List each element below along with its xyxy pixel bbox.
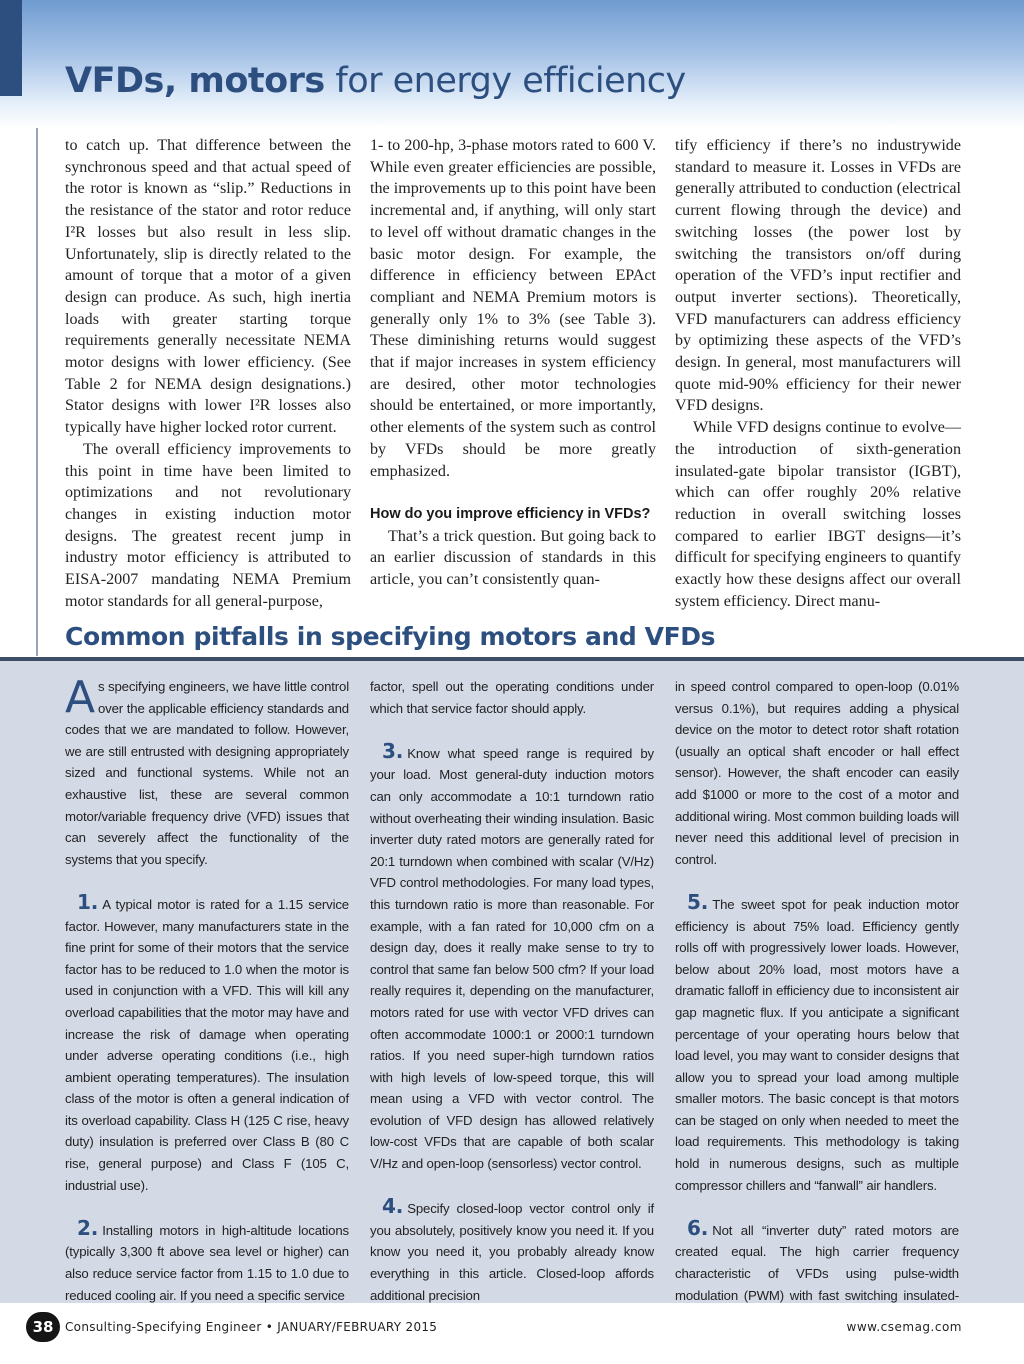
sidebar-column-3	[675, 676, 959, 1349]
page-number-badge: 38	[26, 1312, 60, 1342]
sidebar-column-1	[65, 672, 349, 1328]
article-column-3	[675, 135, 961, 612]
pitfall-number: 3.	[382, 738, 404, 763]
pitfall-text: Installing motors in high-altitude locations (typically 3,300 ft above sea level or higher) can also reduce service factor from 1.15 to 1.0 due to reduced cooling air. If you need a specific service	[65, 1222, 349, 1303]
pitfall-item	[370, 738, 654, 1175]
drop-cap: A	[65, 672, 95, 723]
article-paragraph: While VFD designs continue to evolve—the introduction of sixth-generation insulated-gate bipolar transistor (IGBT), which can offer roughly 20% relative reduction in overall switching losses compared to earlier IBGT designs—it’s difficult for specifying engineers to quantify exactly how these designs affect our overall system efficiency. Direct manu-	[675, 419, 961, 610]
article-paragraph: 1- to 200-hp, 3-phase motors rated to 600 V. While even greater efficiencies are possible, the improvements up to this point have been incremental and, if anything, will only start to level off without dramatic changes in the basic motor design. For example, the difference in efficiency between EPAct compliant and NEMA Premium motors is generally only 1% to 3% (see Table 3). These diminishing returns would suggest that if major increases in system efficiency are desired, other motor technologies should be entertained, or more importantly, other elements of the system such as control by VFDs should be more greatly emphasized.	[370, 137, 656, 480]
pitfall-number: 4.	[382, 1194, 404, 1219]
sidebar-title: Common pitfalls in specifying motors and VFDs	[65, 622, 716, 651]
page-title-light: for energy efficiency	[324, 61, 686, 101]
footer-url[interactable]: www.csemag.com	[846, 1320, 962, 1334]
pitfall-item	[675, 889, 959, 1196]
article-column-1	[65, 135, 351, 612]
sidebar-intro	[65, 672, 349, 870]
pitfall-text: Not all “inverter duty” rated motors are created equal. The high carrier frequency characteristic of VFDs using pulse-width modulation (PWM) with fast switching insulated-	[675, 1222, 959, 1303]
page-title	[65, 56, 686, 106]
header-tab-accent	[0, 0, 22, 96]
left-margin-rule	[36, 128, 38, 656]
article-subhead: How do you improve efficiency in VFDs?	[370, 505, 651, 522]
article-paragraph: to catch up. That difference between the synchronous speed and that actual speed of the rotor is known as “slip.” Reductions in the resistance of the stator and rotor reduce I²R losses but also result in less slip. Unfortunately, slip is directly related to the amount of torque that a motor of a given design can produce. As such, high inertia loads with greater starting torque requirements generally necessitate NEMA motor designs with lower efficiency. (See Table 2 for NEMA design designations.) Stator designs with lower I²R losses also typically have higher locked rotor current.	[65, 137, 351, 437]
pitfall-continued: factor, spell out the operating conditions under which that service factor should apply.	[370, 679, 654, 716]
pitfall-text: A typical motor is rated for a 1.15 service factor. However, many manufacturers state in the fine print for some of their motors that the service factor has to be reduced to 1.0 when the motor is used in conjunction with a VFD. This will kill any overload capabilities that the motor may have and increase the risk of damage when operating under adverse operating conditions (i.e., high ambient operating temperatures). The insulation class of the motor is often a general indication of its overload capability. Class H (125 C rise, heavy duty) insulation is preferred over Class B (80 C rise, general purpose) and Class F (105 C, industrial use).	[65, 896, 349, 1193]
pitfall-item	[65, 1215, 349, 1306]
sidebar-intro-text: s specifying engineers, we have little control over the applicable efficiency standards and codes that we are mandated to follow. However, we are still entrusted with designing appropriately sized and functional systems. While not an exhaustive list, these are several common motor/variable frequency drive (VFD) issues that can severely affect the functionality of the systems that you specify.	[65, 679, 349, 867]
pitfall-text: Know what speed range is required by your load. Most general-duty induction motors can only accommodate a 10:1 turndown ratio without overheating their winding insulation. Basic inverter duty rated motors are generally rated for 20:1 turndown when combined with scalar (V/Hz) VFD control methodologies. For many load types, this turndown ratio is more than reasonable. For example, with a fan rated for 10,000 cfm on a design day, does it really make sense to try to control that same fan below 500 cfm? If your load really requires it, depending on the manufacturer, motors rated for use with vector VFD drives can often accommodate 1000:1 or 2000:1 turndown ratios. If you need super-high turndown ratios with high levels of low-speed torque, this will mean using a VFD with vector control. The evolution of VFD design has allowed relatively low-cost VFDs that are capable of both scalar V/Hz and open-loop (sensorless) vector control.	[370, 745, 654, 1172]
footer-publication: Consulting-Specifying Engineer • JANUARY/FEBRUARY 2015	[65, 1320, 438, 1334]
article-paragraph: The overall efficiency improvements to this point in time have been limited to optimizations and not revolutionary changes in existing induction motor designs. The greatest recent jump in industry motor efficiency is attributed to EISA-2007 mandating NEMA Premium motor standards for all general-purpose,	[65, 440, 351, 610]
page-title-bold: VFDs, motors	[65, 61, 325, 101]
pitfall-text: The sweet spot for peak induction motor efficiency is about 75% load. Efficiency gently rolls off with progressively lower loads. However, below about 20% load, most motors have a dramatic falloff in efficiency due to inconsistent air gap magnetic flux. If you anticipate a significant percentage of your operating hours below that load level, you may want to consider designs that allow you to spread your load among multiple smaller motors. The basic concept is that motors can be staged on only when needed to meet the load requirements. This methodology is taking hold in numerous designs, such as multiple compressor chillers and “fanwall” air handlers.	[675, 896, 959, 1193]
pitfall-number: 2.	[77, 1215, 99, 1240]
pitfall-continued: in speed control compared to open-loop (0.01% versus 0.1%), but requires adding a physical device on the motor to detect rotor shaft rotation (usually an optical shaft encoder or hall effect sensor). However, the shaft encoder can easily add $1000 or more to the cost of a motor and additional wiring. Most common building loads will never need this additional level of precision in control.	[675, 679, 959, 867]
pitfall-number: 5.	[687, 889, 709, 914]
pitfall-item	[370, 1196, 654, 1306]
pitfall-item	[65, 889, 349, 1196]
pitfall-number: 6.	[687, 1215, 709, 1240]
sidebar-column-2	[370, 676, 654, 1328]
pitfall-number: 1.	[77, 889, 99, 914]
article-paragraph: That’s a trick question. But going back to an earlier discussion of standards in this article, you can’t consistently quan-	[370, 527, 656, 589]
article-paragraph: tify efficiency if there’s no industrywide standard to measure it. Losses in VFDs are generally attributed to conduction (electrical current flowing through the device) and switching losses (the power lost by switching the transistors on/off during operation of the VFD’s input rectifier and output inverter sections). Theoretically, VFD manufacturers can address efficiency by optimizing these aspects of the VFD’s design. In general, most manufacturers will quote mid-90% efficiency for their newer VFD designs.	[675, 137, 961, 415]
pitfall-text: Specify closed-loop vector control only if you absolutely, positively know you need it. If you know you need it, you probably already know everything in this article. Closed-loop affords additional precision	[370, 1201, 654, 1303]
article-column-2	[370, 135, 656, 591]
